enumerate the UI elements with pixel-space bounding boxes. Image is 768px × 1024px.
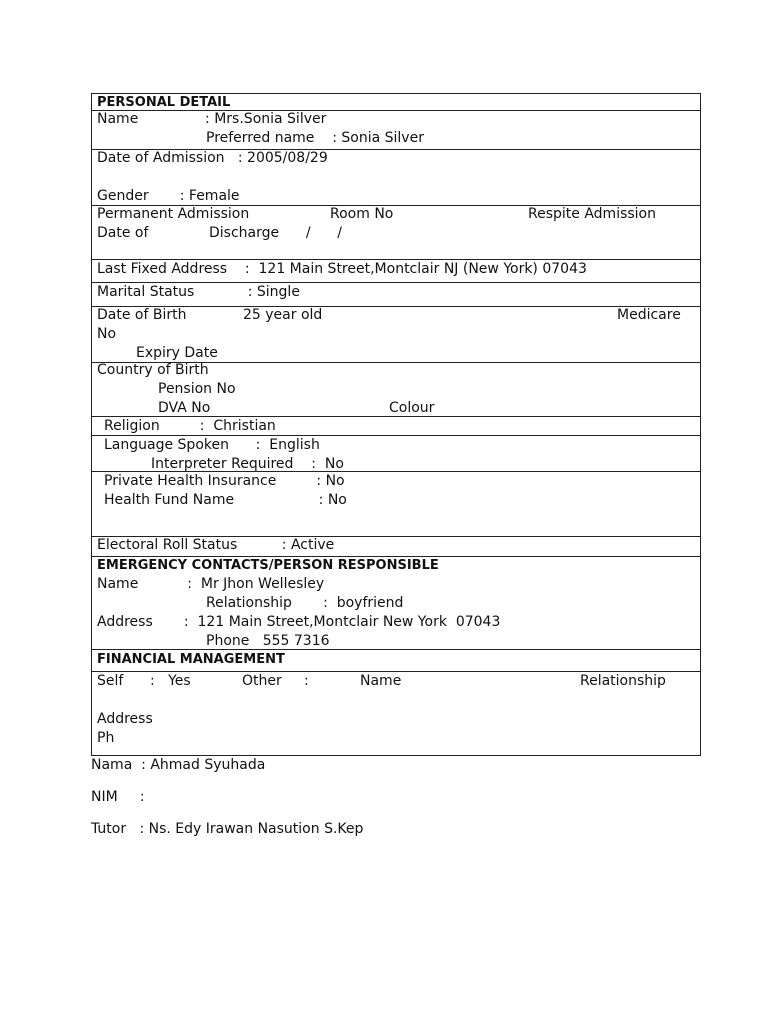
row-divider xyxy=(91,671,701,672)
age-value: 25 year old xyxy=(243,307,323,323)
dva-no-label: DVA No xyxy=(158,400,211,416)
date-of-label: Date of xyxy=(97,225,149,241)
emergency-heading: EMERGENCY CONTACTS/PERSON RESPONSIBLE xyxy=(97,558,439,573)
colour-label: Colour xyxy=(389,400,435,416)
country-of-birth-label: Country of Birth xyxy=(97,362,209,378)
religion-field: Religion : Christian xyxy=(104,418,276,434)
financial-relationship-label: Relationship xyxy=(580,673,666,689)
emergency-name-field: Name : Mr Jhon Wellesley xyxy=(97,576,325,592)
row-divider xyxy=(91,435,701,436)
private-health-insurance-field: Private Health Insurance : No xyxy=(104,473,345,489)
row-divider xyxy=(91,259,701,260)
preferred-name-field: Preferred name : Sonia Silver xyxy=(206,130,424,146)
last-fixed-address-field: Last Fixed Address : 121 Main Street,Montclair NJ (New York) 07043 xyxy=(97,261,587,277)
financial-ph-label: Ph xyxy=(97,730,115,746)
marital-status-field: Marital Status : Single xyxy=(97,284,300,300)
pension-no-label: Pension No xyxy=(158,381,236,397)
date-of-admission-field: Date of Admission : 2005/08/29 xyxy=(97,150,328,166)
medicare-no-label: No xyxy=(97,326,117,342)
financial-heading: FINANCIAL MANAGEMENT xyxy=(97,652,285,667)
footer-nama: Nama : Ahmad Syuhada xyxy=(91,757,266,773)
date-of-birth-label: Date of Birth xyxy=(97,307,187,323)
footer-tutor: Tutor : Ns. Edy Irawan Nasution S.Kep xyxy=(91,821,364,837)
financial-other-field: Other : xyxy=(242,673,309,689)
gender-field: Gender : Female xyxy=(97,188,240,204)
row-divider xyxy=(91,649,701,650)
health-fund-name-field: Health Fund Name : No xyxy=(104,492,347,508)
footer-nim: NIM : xyxy=(91,789,145,805)
interpreter-required-field: Interpreter Required : No xyxy=(151,456,344,472)
electoral-roll-status-field: Electoral Roll Status : Active xyxy=(97,537,335,553)
emergency-phone-field: Phone 555 7316 xyxy=(206,633,330,649)
respite-admission-label: Respite Admission xyxy=(528,206,656,222)
expiry-date-label: Expiry Date xyxy=(136,345,218,361)
personal-detail-heading: PERSONAL DETAIL xyxy=(97,95,231,110)
discharge-field: Discharge / / xyxy=(209,225,342,241)
medicare-label: Medicare xyxy=(617,307,681,323)
emergency-address-field: Address : 121 Main Street,Montclair New York 07043 xyxy=(97,614,501,630)
financial-address-label: Address xyxy=(97,711,153,727)
financial-self-field: Self : Yes xyxy=(97,673,191,689)
room-no-label: Room No xyxy=(330,206,394,222)
name-field: Name : Mrs.Sonia Silver xyxy=(97,111,327,127)
row-divider xyxy=(91,282,701,283)
language-spoken-field: Language Spoken : English xyxy=(104,437,320,453)
permanent-admission-label: Permanent Admission xyxy=(97,206,250,222)
emergency-relationship-field: Relationship : boyfriend xyxy=(206,595,404,611)
financial-name-label: Name xyxy=(360,673,402,689)
